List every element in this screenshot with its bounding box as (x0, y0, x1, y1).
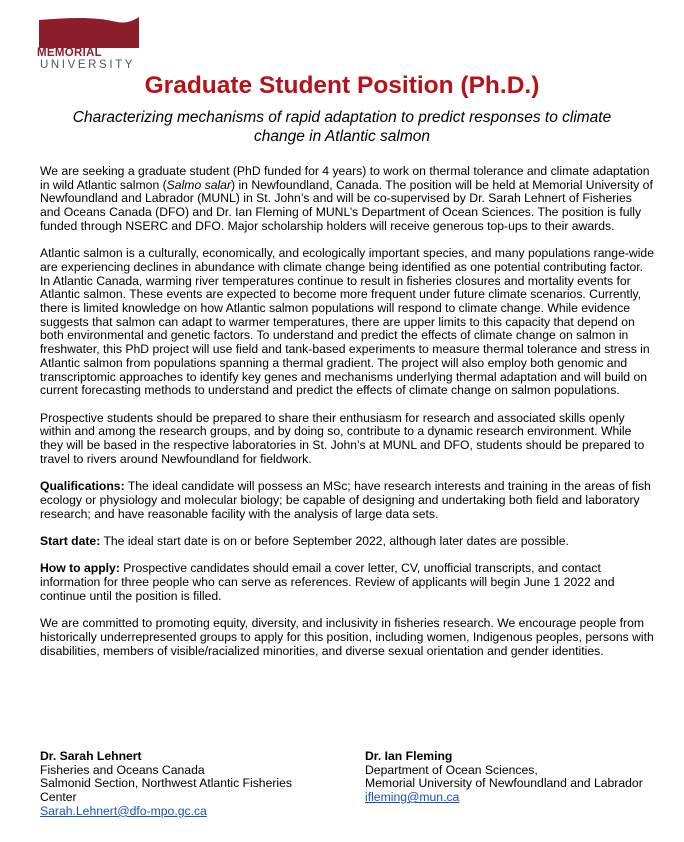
page-title: Graduate Student Position (Ph.D.) (144, 72, 540, 99)
how-to-apply-label: How to apply: (40, 561, 120, 576)
contact-section: Memorial University of Newfoundland and Labrador (365, 776, 643, 791)
contact-email-link[interactable]: ifleming@mun.ca (365, 790, 460, 805)
contact-affiliation: Department of Ocean Sciences, (365, 762, 538, 777)
paragraph-background: Atlantic salmon is a culturally, economically, and ecologically important species, and many populations range-wide are experiencing declines in abundance with climate change being identified as one potential contributing factor. In Atlantic Canada, warming river temperatures continue to result in fisheries closures and mortality events for Atlantic salmon. These events are expected to become more frequent under future climate scenarios. Currently, there is limited knowledge on how Atlantic salmon populations will respond to climate change. While evidence suggests that salmon can adapt to warmer temperatures, there are upper limits to this capacity that depend on both environmental and genetic factors. To understand and predict the effects of climate change on salmon in freshwater, this PhD project will use field and tank-based experiments to measure thermal tolerance and stress in Atlantic salmon from populations spanning a thermal gradient. The project will also employ both genomic and transcriptomic approaches to identify key genes and mechanisms underlying thermal adaptation and will build on current forecasting methods to understand and predict the effects of climate change on salmon populations. (40, 246, 654, 398)
qualifications-label: Qualifications: (40, 479, 125, 494)
contact-section: Salmonid Section, Northwest Atlantic Fisheries Center (40, 776, 292, 805)
contact-fleming (365, 750, 645, 805)
paragraph-equity: We are committed to promoting equity, diversity, and inclusivity in fisheries research. We encourage people from historically underrepresented groups to apply for this position, including women, Indigenous peoples, persons with disabilities, members of visible/racialized minorities, and diverse sexual orientation and gender identities. (40, 616, 654, 658)
contact-name: Dr. Ian Fleming (365, 749, 453, 763)
contact-affiliation: Fisheries and Oceans Canada (40, 762, 205, 777)
memorial-university-logo (37, 14, 141, 71)
paragraph-intro: We are seeking a graduate student (PhD funded for 4 years) to work on thermal tolerance and climate adaptation in wild Atlantic salmon (Salmo salar) in Newfoundland, Canada. The position will be held at Memorial University of Newfoundland and Labrador (MUNL) in St. John’s and will be co-supervised by Dr. Sarah Lehnert of Fisheries and Oceans Canada (DFO) and Dr. Ian Fleming of MUNL’s Department of Ocean Sciences. The position is fully funded through NSERC and DFO. Major scholarship holders will receive generous top-ups to their awards. (40, 164, 653, 233)
contact-name: Dr. Sarah Lehnert (40, 749, 142, 763)
paragraph-prospective-students: Prospective students should be prepared to share their enthusiasm for research and associated skills openly within and among the research groups, and by doing so, contribute to a dynamic research environment. While they will be based in the respective laboratories in St. John’s at MUNL and DFO, students should be prepared to travel to rivers around Newfoundland for fieldwork. (40, 410, 645, 466)
flag-logo-icon (37, 14, 141, 48)
logo-wordmark-memorial: MEMORIAL (37, 47, 103, 59)
paragraph-qualifications: Qualifications: The ideal candidate will possess an MSc; have research interests and training in the areas of fish ecology or physiology and molecular biology; be capable of designing and undertaking both field and laboratory research; and have reasonable facility with the analysis of large data sets. (40, 479, 651, 521)
logo-wordmark-university: UNIVERSITY (40, 59, 136, 71)
page-subtitle: Characterizing mechanisms of rapid adaptation to predict responses to climate change in Atlantic salmon (72, 109, 612, 145)
paragraph-how-to-apply: How to apply: Prospective candidates should email a cover letter, CV, unofficial transcripts, and contact information for three people who can serve as references. Review of applicants will begin June 1 2022 and continue until the position is filled. (40, 561, 615, 603)
document-body (40, 165, 654, 672)
contact-email-link[interactable]: Sarah.Lehnert@dfo-mpo.gc.ca (40, 803, 207, 818)
species-name: Salmo salar (166, 177, 232, 192)
paragraph-start-date: Start date: The ideal start date is on or before September 2022, although later dates are possible. (40, 533, 569, 548)
start-date-label: Start date: (40, 533, 101, 548)
contact-lehnert (40, 750, 320, 819)
